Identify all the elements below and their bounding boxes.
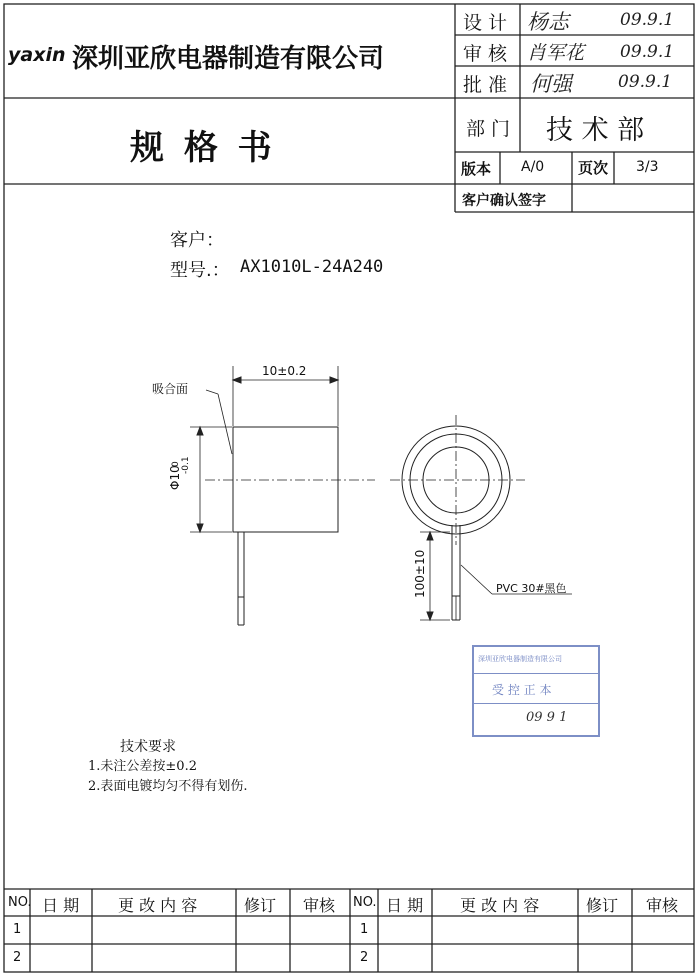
model-label: 型号.：: [170, 260, 230, 281]
rev-header-review-left: 审核: [303, 896, 336, 915]
requirement-item-2: 2.表面电镀均匀不得有划伤.: [88, 779, 248, 794]
version-value: A/0: [521, 159, 545, 175]
company-name: 深圳亚欣电器制造有限公司: [72, 44, 385, 74]
rev-row-2-no-right: 2: [360, 950, 369, 965]
rev-header-review-right: 审核: [646, 896, 679, 915]
approve-signature: 何强: [530, 72, 572, 96]
stamp-divider-2: [474, 703, 598, 704]
review-date: 09.9.1: [620, 42, 675, 62]
diameter-tolerance-lower: -0.1: [181, 456, 191, 474]
company-logo: yaxin: [8, 44, 66, 66]
rev-header-date-right: 日 期: [386, 896, 424, 915]
requirement-item-1: 1.未注公差按±0.2: [88, 759, 197, 774]
page-value: 3/3: [636, 159, 659, 175]
department-label: 部 门: [466, 118, 511, 140]
approve-label: 批 准: [463, 74, 508, 96]
model-value: AX1010L-24A240: [240, 257, 384, 277]
design-date: 09.9.1: [620, 10, 675, 30]
rev-row-2-no-left: 2: [13, 950, 22, 965]
rev-header-no-left: NO.: [8, 895, 32, 910]
design-label: 设 计: [463, 12, 508, 34]
stamp-company: 深圳亚欣电器制造有限公司: [478, 655, 562, 663]
diameter-dimension: Φ10: [168, 465, 182, 490]
rev-header-content-right: 更 改 内 容: [460, 896, 540, 915]
approve-date: 09.9.1: [618, 72, 673, 92]
customer-confirm-label: 客户确认签字: [462, 193, 546, 209]
requirements-title: 技术要求: [120, 739, 176, 755]
design-signature: 杨志: [527, 10, 569, 34]
rev-row-1-no-left: 1: [13, 922, 22, 937]
review-label: 审 核: [463, 43, 508, 65]
width-dimension: 10±0.2: [262, 364, 307, 378]
lead-length-dimension: 100±10: [413, 549, 427, 598]
rev-header-revise-left: 修订: [244, 896, 277, 915]
magnet-body-side-view: [233, 427, 338, 532]
diameter-tolerance-upper: 0: [171, 461, 181, 467]
rev-header-no-right: NO.: [353, 895, 377, 910]
customer-label: 客户：: [170, 230, 224, 251]
page-label: 页次: [578, 159, 609, 177]
controlled-copy-stamp: [472, 645, 600, 737]
version-label: 版本: [461, 160, 492, 178]
stamp-text: 受 控 正 本: [492, 683, 552, 697]
department-value: 技 术 部: [546, 115, 645, 146]
rev-header-date-left: 日 期: [42, 896, 80, 915]
wire-spec-label: PVC 30#黑色: [496, 582, 567, 595]
rev-header-content-left: 更 改 内 容: [118, 896, 198, 915]
stamp-divider-1: [474, 673, 598, 674]
review-signature: 肖军花: [527, 42, 585, 64]
suction-face-label: 吸合面: [152, 382, 189, 396]
rev-header-revise-right: 修订: [586, 896, 619, 915]
rev-row-1-no-right: 1: [360, 922, 369, 937]
document-title: 规 格 书: [130, 128, 276, 168]
stamp-date: 09 9 1: [526, 710, 568, 725]
